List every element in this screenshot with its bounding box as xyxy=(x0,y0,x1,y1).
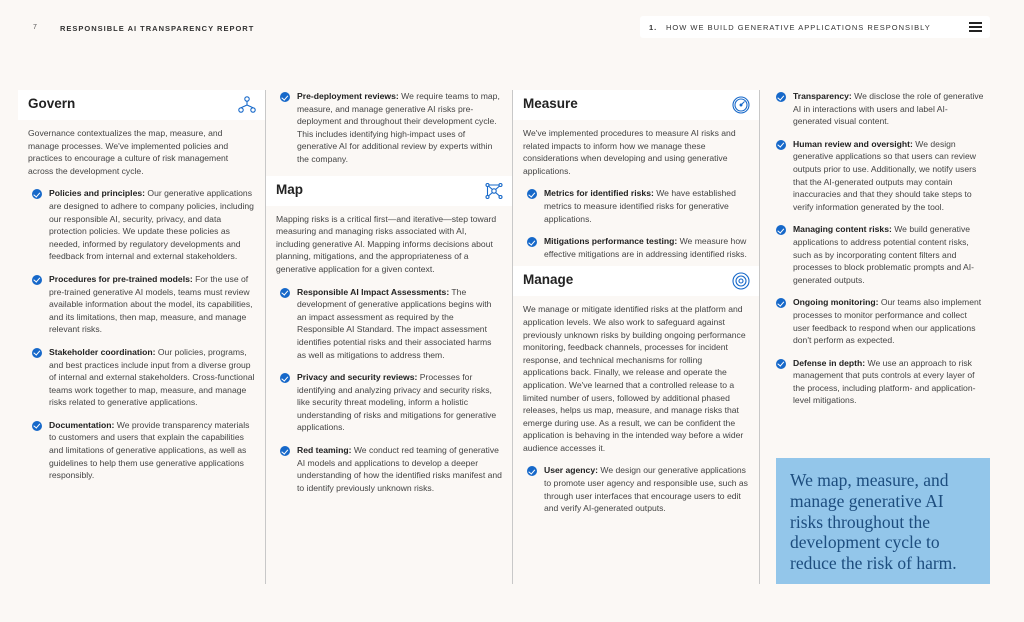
item-content-risks xyxy=(762,223,994,286)
check-circle-icon xyxy=(776,359,786,369)
govern-item-stakeholder xyxy=(18,346,265,409)
item-lead: Transparency: xyxy=(793,91,852,101)
map-column xyxy=(266,90,512,504)
measure-header xyxy=(513,90,759,120)
pre-deployment-item xyxy=(266,90,512,166)
manage-item-user-agency xyxy=(513,464,759,514)
item-text: The development of generative applications begins with an impact assessment as required by the Responsible AI Standard. The impact assessment identifies potential risks and their associated harms as well as mitigations to address them. xyxy=(297,286,492,360)
item-lead: Stakeholder coordination: xyxy=(49,346,156,357)
item-text: For the use of pre-trained generative AI models, teams must review available information about the model, its capabilities, and its limitations, then map, measure, and manage relevant risks. xyxy=(49,273,253,335)
item-lead: Metrics for identified risks: xyxy=(544,188,654,199)
column-divider xyxy=(759,90,760,584)
govern-column xyxy=(18,90,265,492)
chapter-title: HOW WE BUILD GENERATIVE APPLICATIONS RESPONSIBLY xyxy=(666,23,931,32)
item-text: We require teams to map, measure, and manage generative AI risks pre-deployment and throughout their development cycle. This includes identifying high-impact uses of generative AI for additional review by experts within the company. xyxy=(297,91,500,164)
check-circle-icon xyxy=(280,446,290,456)
chapter-number: 1. xyxy=(649,23,658,32)
item-defense-in-depth xyxy=(762,357,994,407)
item-lead: Documentation: xyxy=(49,419,115,430)
check-circle-icon xyxy=(32,348,42,358)
item-text: We design our generative applications to promote user agency and responsible use, such as through user interfaces that encourage users to edit and verify AI-generated outputs. xyxy=(544,465,748,514)
item-lead: Procedures for pre-trained models: xyxy=(49,273,193,284)
govern-title: Govern xyxy=(28,96,76,111)
govern-item-policies xyxy=(18,187,265,263)
map-header xyxy=(266,176,512,206)
manage-title: Manage xyxy=(523,272,574,288)
map-item-privacy-security xyxy=(266,371,512,434)
check-circle-icon xyxy=(527,237,537,247)
item-ongoing-monitoring xyxy=(762,296,994,346)
check-circle-icon xyxy=(280,92,290,102)
item-lead: Ongoing monitoring: xyxy=(793,297,879,308)
network-map-icon xyxy=(484,181,504,201)
item-human-review xyxy=(762,138,994,214)
check-circle-icon xyxy=(527,189,537,199)
org-hierarchy-icon xyxy=(237,95,257,115)
item-text: Our policies, programs, and best practices include input from a diverse group of internal and external stakeholders. Cross-functional teams work together to map, measure, and manage risks related to generative applications. xyxy=(49,346,255,408)
item-lead: Privacy and security reviews: xyxy=(297,372,418,383)
item-lead: Responsible AI Impact Assessments: xyxy=(297,286,450,297)
measure-intro: We've implemented procedures to measure AI risks and related impacts to inform how we manage these considerations when developing and using generative applications. xyxy=(523,128,736,176)
map-item-impact-assessments xyxy=(266,286,512,362)
govern-item-documentation xyxy=(18,419,265,482)
page-number: 7 xyxy=(33,24,37,31)
report-title: RESPONSIBLE AI TRANSPARENCY REPORT xyxy=(60,24,255,33)
measure-title: Measure xyxy=(523,96,578,111)
item-lead: Red teaming: xyxy=(297,445,352,456)
item-text: We disclose the role of generative AI in interactions with users and label AI-generated visual content. xyxy=(793,91,984,127)
top-bar xyxy=(0,0,1024,56)
check-circle-icon xyxy=(32,421,42,431)
item-text: Our teams also implement processes to monitor performance and collect user feedback to respond when our applications don't perform as expected. xyxy=(793,297,982,346)
item-text: We conduct red teaming of generative AI models and applications to develop a deeper understanding of how the identified risks manifest and to identify previously unknown risks. xyxy=(297,445,502,493)
item-lead: Human review and oversight: xyxy=(793,138,913,149)
check-circle-icon xyxy=(280,288,290,298)
item-text: We use an approach to risk management that puts controls at every layer of the process, including platform- and application-level mitigations. xyxy=(793,357,976,406)
measure-manage-column xyxy=(513,90,759,525)
check-circle-icon xyxy=(32,189,42,199)
check-circle-icon xyxy=(776,225,786,235)
map-intro: Mapping risks is a critical first—and iterative—step toward measuring and managing risks associated with AI, including generative AI. Mapping informs decisions about planning, mitigations, and the appropriateness of a generative application for a given context. xyxy=(276,213,497,274)
chapter-nav[interactable] xyxy=(640,16,990,38)
item-text: We provide transparency materials to customers and users that explain the capabilities and limitations of generative applications, as well as guidelines to help them use generative applications responsibly. xyxy=(49,419,250,481)
govern-intro: Governance contextualizes the map, measure, and manage processes. We've implemented policies and practices to encourage a culture of risk management across the development cycle. xyxy=(28,128,229,176)
item-text: We measure how effective mitigations are in addressing identified risks. xyxy=(544,236,747,259)
item-text: We design generative applications so that users can review outputs prior to use. Additionally, we notify users that the AI-generated outputs may contain inaccuracies and that they should take steps to verify information generated by the tool. xyxy=(793,138,977,212)
govern-header xyxy=(18,90,265,120)
callout-box xyxy=(776,458,990,584)
item-text: Processes for identifying and analyzing privacy and security risks, like security threat modeling, inform a holistic understanding of risks and mitigations for generative applications. xyxy=(297,372,497,433)
gauge-icon xyxy=(731,95,751,115)
item-lead: Managing content risks: xyxy=(793,224,892,235)
map-title: Map xyxy=(276,181,303,197)
item-lead: Policies and principles: xyxy=(49,188,145,199)
check-circle-icon xyxy=(776,298,786,308)
manage-intro: We manage or mitigate identified risks at the platform and application levels. We also work to safeguard against previously unknown risks by building ongoing performance monitoring, feedback channels, processes for incident response, and technical mechanisms for rolling applications back. Finally, we release and operate the application. We've learned that a controlled release to a limited number of users, followed by additional phased releases, helps us map, measure, and manage risks that emerge during use. As a result, we can be confident the application is behaving in the intended way before a wider audience accesses it. xyxy=(523,304,746,453)
measure-item-metrics xyxy=(513,187,759,225)
manage-continued-column xyxy=(762,90,994,417)
item-lead: Pre-deployment reviews: xyxy=(297,91,399,101)
item-lead: Mitigations performance testing: xyxy=(544,236,678,247)
item-transparency xyxy=(762,90,994,128)
check-circle-icon xyxy=(776,140,786,150)
item-lead: User agency: xyxy=(544,465,598,476)
check-circle-icon xyxy=(280,373,290,383)
hamburger-menu-icon[interactable] xyxy=(969,22,982,32)
govern-item-procedures xyxy=(18,273,265,336)
item-text: Our generative applications are designed to adhere to company policies, including our responsible AI, security, privacy, and data protection policies. We update these policies as needed, informed by regulatory developments and feedback from internal and external stakeholders. xyxy=(49,188,254,262)
check-circle-icon xyxy=(776,92,786,102)
check-circle-icon xyxy=(32,275,42,285)
callout-text: We map, measure, and manage generative AI risks throughout the development cycle to reduce the risk of harm. xyxy=(790,470,957,574)
item-lead: Defense in depth: xyxy=(793,357,866,368)
target-icon xyxy=(731,271,751,291)
measure-item-mitigations xyxy=(513,235,759,260)
check-circle-icon xyxy=(527,466,537,476)
map-item-red-teaming xyxy=(266,444,512,494)
item-text: We build generative applications to address potential content risks, such as by incorporating content filters and processes to block problematic prompts and AI-generated outputs. xyxy=(793,224,975,285)
item-text: We have established metrics to measure identified risks for generative applications. xyxy=(544,188,736,224)
manage-header xyxy=(513,266,759,296)
